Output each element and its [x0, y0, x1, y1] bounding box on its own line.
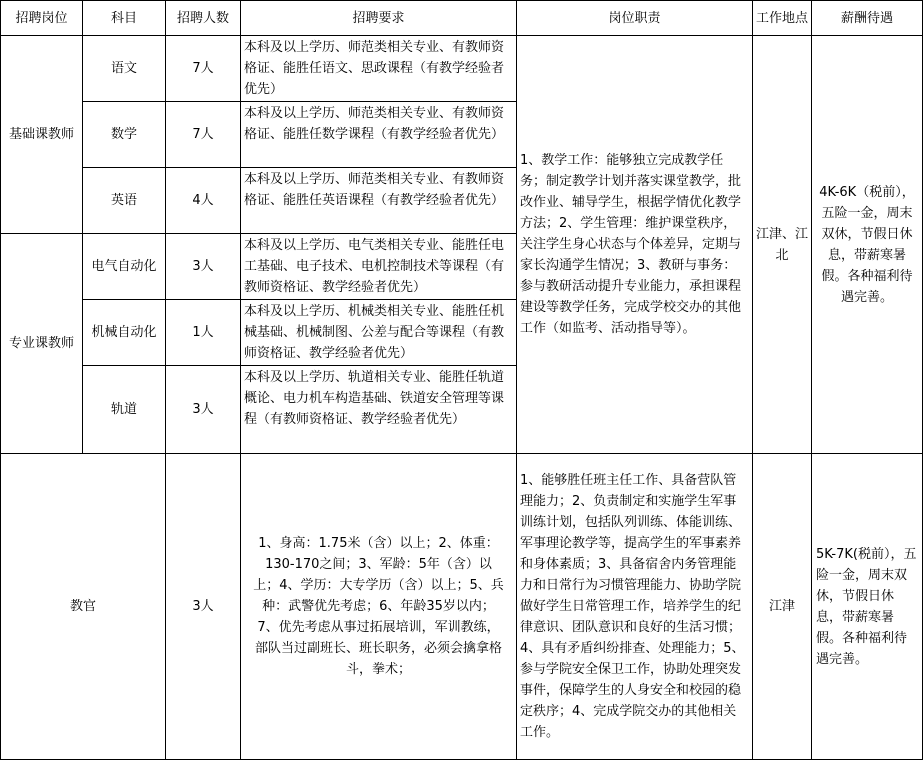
count-cell: 1人 [166, 300, 241, 366]
location-cell: 江津、江北 [753, 36, 812, 454]
count-cell: 3人 [166, 366, 241, 454]
requirement-cell: 本科及以上学历、师范类相关专业、有教师资格证、能胜任英语课程（有教学经验者优先） [241, 168, 517, 234]
requirement-cell: 本科及以上学历、机械类相关专业、能胜任机械基础、机械制图、公差与配合等课程（有教师资格证、教学经验者优先） [241, 300, 517, 366]
position-cell: 基础课教师 [1, 36, 83, 234]
salary-cell: 5K-7K(税前），五险一金，周末双休，节假日休息，带薪寒暑假。各种福利待遇完善。 [812, 454, 923, 760]
subject-cell: 电气自动化 [83, 234, 166, 300]
requirement-cell: 本科及以上学历、轨道相关专业、能胜任轨道概论、电力机车构造基础、铁道安全管理等课程（有教师资格证、教学经验者优先） [241, 366, 517, 454]
requirement-cell: 本科及以上学历、师范类相关专业、有教师资格证、能胜任数学课程（有教学经验者优先） [241, 102, 517, 168]
header-requirement: 招聘要求 [241, 1, 517, 36]
header-duty: 岗位职责 [517, 1, 753, 36]
subject-cell: 语文 [83, 36, 166, 102]
duty-cell: 1、教学工作：能够独立完成教学任务；制定教学计划并落实课堂教学，批改作业、辅导学生，根据学情优化教学方法；2、学生管理：维护课堂秩序，关注学生身心状态与个体差异，定期与家长沟通学生情况；3、教研与事务：参与教研活动提升专业能力，承担课程建设等教学任务，完成学校交办的其他工作（如监考、活动指导等）。 [517, 36, 753, 454]
subject-cell: 英语 [83, 168, 166, 234]
count-cell: 3人 [166, 454, 241, 760]
requirement-cell: 1、身高：1.75米（含）以上；2、体重：130-170之间；3、军龄：5年（含）以上；4、学历：大专学历（含）以上；5、兵种：武警优先考虑；6、年龄35岁以内；7、优先考虑从事过拓展培训，军训教练，部队当过副班长、班长职务，必须会擒拿格斗，拳术； [241, 454, 517, 760]
salary-cell: 4K-6K（税前），五险一金，周末双休，节假日休息，带薪寒暑假。各种福利待遇完善。 [812, 36, 923, 454]
duty-cell: 1、能够胜任班主任工作、具备营队管理能力；2、负责制定和实施学生军事训练计划，包括队列训练、体能训练、军事理论教学等，提高学生的军事素养和身体素质；3、具备宿舍内务管理能力和日常行为习惯管理能力、协助学院做好学生日常管理工作，培养学生的纪律意识、团队意识和良好的生活习惯；4、具有矛盾纠纷排查、处理能力；5、参与学院安全保卫工作，协助处理突发事件，保障学生的人身安全和校园的稳定秩序；4、完成学院交办的其他相关工作。 [517, 454, 753, 760]
count-cell: 7人 [166, 102, 241, 168]
location-cell: 江津 [753, 454, 812, 760]
subject-cell: 机械自动化 [83, 300, 166, 366]
count-cell: 3人 [166, 234, 241, 300]
position-cell: 专业课教师 [1, 234, 83, 454]
requirement-cell: 本科及以上学历、电气类相关专业、能胜任电工基础、电子技术、电机控制技术等课程（有教师资格证、教学经验者优先） [241, 234, 517, 300]
count-cell: 4人 [166, 168, 241, 234]
header-salary: 薪酬待遇 [812, 1, 923, 36]
count-cell: 7人 [166, 36, 241, 102]
subject-cell: 数学 [83, 102, 166, 168]
subject-cell: 轨道 [83, 366, 166, 454]
header-row [1, 1, 923, 36]
header-count: 招聘人数 [166, 1, 241, 36]
header-location: 工作地点 [753, 1, 812, 36]
table-row [1, 454, 923, 760]
requirement-cell: 本科及以上学历、师范类相关专业、有教师资格证、能胜任语文、思政课程（有教学经验者优先） [241, 36, 517, 102]
table-row [1, 36, 923, 102]
header-subject: 科目 [83, 1, 166, 36]
position-cell: 教官 [1, 454, 166, 760]
header-position: 招聘岗位 [1, 1, 83, 36]
